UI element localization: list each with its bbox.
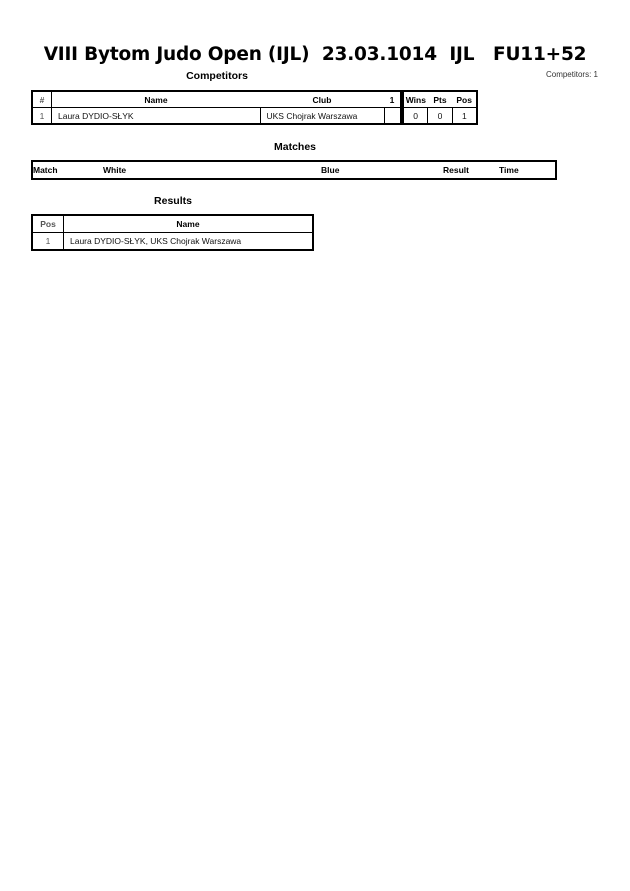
column-header-pos: Pos bbox=[452, 91, 477, 108]
column-header-wins: Wins bbox=[403, 91, 428, 108]
column-header-blue: Blue bbox=[321, 165, 340, 175]
column-header-result: Result bbox=[443, 165, 469, 175]
page-title: VIII Bytom Judo Open (IJL) 23.03.1014 IJL FU11+52 bbox=[43, 44, 587, 65]
competitors-heading: Competitors bbox=[186, 70, 248, 82]
results-header-row bbox=[32, 215, 313, 233]
column-header-round-1: 1 bbox=[384, 91, 401, 108]
table-row bbox=[32, 108, 401, 125]
competitors-table bbox=[31, 90, 402, 125]
column-header-time: Time bbox=[499, 165, 519, 175]
standings-header-row bbox=[403, 91, 477, 108]
matches-header-row bbox=[32, 161, 556, 179]
result-name: Laura DYDIO-SŁYK, UKS Chojrak Warszawa bbox=[64, 233, 314, 251]
competitor-club: UKS Chojrak Warszawa bbox=[260, 108, 384, 125]
competitor-pts: 0 bbox=[428, 108, 453, 125]
matches-heading: Matches bbox=[273, 141, 316, 153]
competitor-pos: 1 bbox=[452, 108, 477, 125]
column-header-club: Club bbox=[260, 91, 384, 108]
competitors-standings-table bbox=[402, 90, 478, 125]
table-row bbox=[32, 233, 313, 251]
column-header-number: # bbox=[32, 91, 52, 108]
competitor-wins: 0 bbox=[403, 108, 428, 125]
results-table bbox=[31, 214, 314, 251]
column-header-white: White bbox=[103, 165, 127, 175]
column-header-name: Name bbox=[52, 91, 261, 108]
column-header-pts: Pts bbox=[428, 91, 453, 108]
result-pos: 1 bbox=[32, 233, 64, 251]
column-header-pos: Pos bbox=[32, 215, 64, 233]
competitor-name: Laura DYDIO-SŁYK bbox=[52, 108, 261, 125]
column-header-name: Name bbox=[64, 215, 314, 233]
table-row bbox=[403, 108, 477, 125]
competitor-round-1-cell bbox=[384, 108, 401, 125]
competitor-number: 1 bbox=[32, 108, 52, 125]
column-header-match: Match bbox=[33, 165, 58, 175]
results-heading: Results bbox=[154, 195, 192, 207]
matches-table bbox=[31, 160, 557, 180]
competitors-header-row bbox=[32, 91, 401, 108]
competitor-count: Competitors: 1 bbox=[545, 70, 598, 79]
